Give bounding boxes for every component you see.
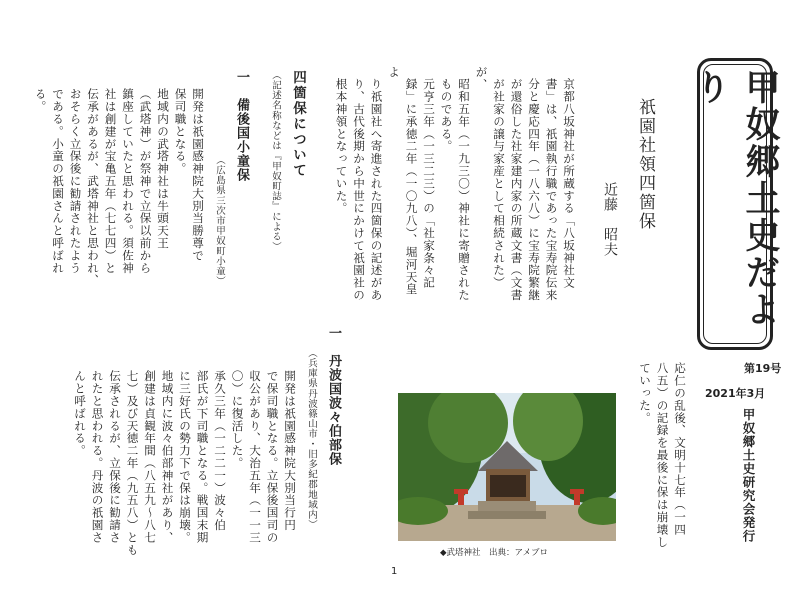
shrine-photo — [398, 393, 616, 541]
text-line: 〇）に復活した。 — [230, 370, 245, 470]
text-line: 京都八坂神社が所蔵する「八坂神社文 — [562, 77, 576, 289]
text-line: り、古代後期から中世にかけて祇園社の — [352, 77, 366, 301]
newsletter-title: 甲奴郷土史だより — [690, 69, 780, 328]
text-line: で保司職となる。立保後国司の — [265, 370, 280, 544]
section-heading: 四箇保について — [290, 70, 306, 179]
section-note: （記述名称などは『甲奴町誌』による） — [270, 70, 281, 252]
article-author: 近藤 昭夫 — [602, 182, 618, 257]
text-line: が還俗した社家建内家の所蔵文書（文書 — [509, 77, 524, 301]
text-line: に三好氏の勢力下で保は崩壊。 — [178, 370, 192, 544]
text-line: ていった。 — [638, 362, 652, 424]
photo-caption: ◆武塔神社 出典：アメブロ — [440, 548, 549, 558]
text-line: 伝承されるが、立保後に勧請さ — [108, 370, 122, 544]
intro-text — [334, 66, 577, 306]
text-line: 根本神領となっていた。 — [334, 77, 349, 214]
text-line: ものである。 — [439, 77, 454, 152]
text-line: 応仁の乱後、文明十七年（一四 — [673, 362, 687, 536]
article-title: 祇園社領四箇保 — [635, 98, 655, 231]
issue-number: 第19号 — [744, 362, 782, 375]
text-line: 分と慶応四年（一八六八）に宝寿院繁継 — [527, 77, 541, 301]
text-line: んと呼ばれる。 — [73, 370, 87, 457]
intro-para — [332, 66, 577, 306]
text-line: 鎮座していたと思われる。須佐神 — [121, 88, 135, 274]
s2-heading: 一 丹波国波々伯部保 — [326, 326, 341, 466]
text-line: 創建は貞観年間（八五九〜八七 — [143, 370, 157, 544]
text-line: 収公があり、大治五年（一一三 — [248, 370, 262, 544]
text-line: 七）及び天徳二年（九五八）とも — [125, 370, 140, 556]
text-line: 昭和五年（一九三〇）神社に寄贈された — [457, 77, 471, 301]
text-line: 伝承があるが、武塔神社と思われ、 — [86, 88, 100, 287]
shrine-photo-image — [398, 393, 616, 541]
text-line: 八五）の記録を最後に保は崩壊し — [655, 362, 670, 548]
text-line: 地域内に波々伯部神社があり、 — [160, 370, 175, 544]
text-line: れたと思われる。丹波の祇園さ — [90, 370, 105, 544]
text-line: 部氏が下司職となる。戦国末期 — [195, 370, 210, 544]
text-line: 社は創建が宝亀五年（七七四）と — [103, 88, 118, 274]
s2-text — [58, 370, 298, 575]
text-line: 保司職となる。 — [173, 88, 188, 175]
text-line: 書」は、祇園執行職であった宝寿院伝来 — [544, 77, 559, 301]
text-line: 元亨三年（一三二三）の「社家条々記 — [422, 77, 436, 289]
text-line: である。小童の祇園さんと呼ばれ — [51, 88, 65, 274]
text-line: る。 — [33, 88, 48, 113]
page-number: 1 — [391, 566, 398, 577]
s1-heading: 一 備後国小童保 — [234, 70, 249, 182]
s2-note: （兵庫県丹波篠山市・旧多紀郡地域内） — [306, 348, 317, 530]
s1-note: （広島県三次市甲奴町小童） — [214, 155, 225, 287]
text-line: り祇園社へ寄進された四箇保の記述があ — [369, 77, 384, 301]
issue-date: 2021年3月 — [705, 387, 766, 400]
text-line: 録」に承徳二年（一〇九八）、堀河天皇よ — [387, 66, 419, 295]
s1-text — [26, 88, 206, 298]
text-line: 地域内の武塔神社は牛頭天王 — [156, 88, 170, 250]
text-line: 承久三年（一二二一）波々伯 — [213, 370, 227, 532]
text-line: 開発は祇園感神院大別当勝尊で — [191, 88, 205, 262]
text-line: 開発は祇園感神院大別当行円 — [283, 370, 297, 532]
publisher: 甲奴郷土史研究会発行 — [741, 408, 756, 543]
s3-text — [622, 362, 688, 570]
masthead-frame — [690, 58, 780, 350]
text-line: （武塔神）が祭神で立保以前から — [138, 88, 153, 274]
text-line: が社家の譲与家産として相続された）が、 — [474, 66, 506, 289]
text-line: おそらく立保後に勧請されたよう — [68, 88, 83, 274]
